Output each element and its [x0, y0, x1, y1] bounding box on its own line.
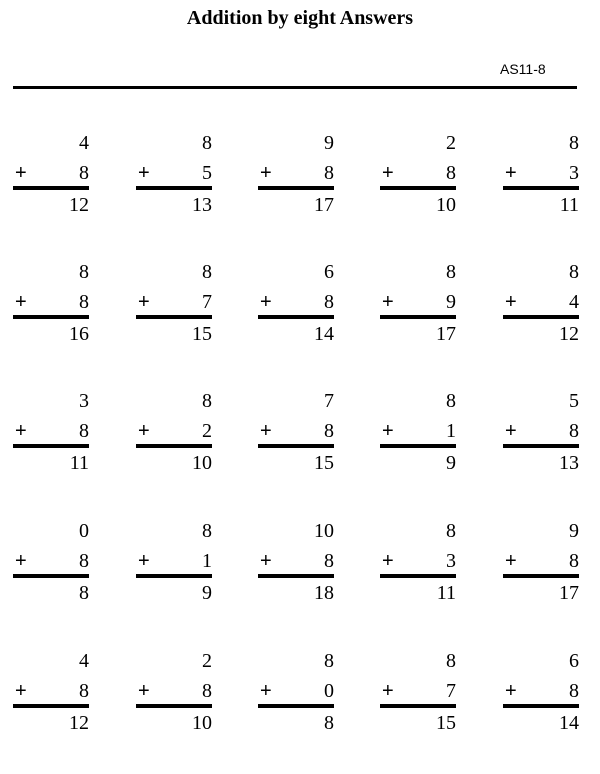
bottom-addend: 3 — [446, 550, 456, 572]
answer: 11 — [436, 582, 456, 604]
bottom-addend: 5 — [202, 162, 212, 184]
addition-problem — [258, 388, 334, 484]
answer: 18 — [314, 582, 334, 604]
top-addend: 9 — [569, 520, 579, 542]
addition-problem — [13, 388, 89, 484]
sum-line — [136, 704, 212, 708]
top-addend: 8 — [202, 132, 212, 154]
addition-problem — [380, 388, 456, 484]
bottom-addend: 2 — [202, 420, 212, 442]
sum-line — [258, 574, 334, 578]
plus-sign: + — [138, 162, 150, 184]
addition-problem — [503, 518, 579, 614]
bottom-addend: 4 — [569, 291, 579, 313]
top-addend: 8 — [202, 261, 212, 283]
sum-line — [258, 186, 334, 190]
answer: 15 — [314, 452, 334, 474]
sum-line — [13, 444, 89, 448]
sum-line — [136, 444, 212, 448]
answer: 13 — [559, 452, 579, 474]
plus-sign: + — [138, 680, 150, 702]
plus-sign: + — [260, 680, 272, 702]
top-addend: 8 — [446, 650, 456, 672]
bottom-addend: 8 — [79, 291, 89, 313]
addition-problem — [258, 259, 334, 355]
addition-problem — [136, 518, 212, 614]
bottom-addend: 7 — [446, 680, 456, 702]
addition-problem — [136, 259, 212, 355]
addition-problem — [13, 130, 89, 226]
sum-line — [258, 704, 334, 708]
addition-problem — [258, 648, 334, 744]
top-addend: 4 — [79, 132, 89, 154]
answer: 8 — [79, 582, 89, 604]
top-addend: 10 — [314, 520, 334, 542]
plus-sign: + — [15, 291, 27, 313]
plus-sign: + — [15, 680, 27, 702]
worksheet-code: AS11-8 — [500, 61, 546, 77]
addition-problem — [258, 130, 334, 226]
header-divider — [13, 86, 577, 89]
addition-problem — [380, 130, 456, 226]
top-addend: 2 — [446, 132, 456, 154]
addition-problem — [503, 259, 579, 355]
answer: 11 — [69, 452, 89, 474]
sum-line — [13, 574, 89, 578]
sum-line — [503, 186, 579, 190]
bottom-addend: 8 — [324, 162, 334, 184]
bottom-addend: 8 — [569, 550, 579, 572]
top-addend: 7 — [324, 390, 334, 412]
bottom-addend: 8 — [446, 162, 456, 184]
answer: 17 — [314, 194, 334, 216]
plus-sign: + — [260, 550, 272, 572]
page-title: Addition by eight Answers — [186, 7, 414, 29]
answer: 15 — [436, 712, 456, 734]
answer: 14 — [314, 323, 334, 345]
addition-problem — [136, 648, 212, 744]
sum-line — [136, 186, 212, 190]
answer: 13 — [192, 194, 212, 216]
top-addend: 8 — [569, 132, 579, 154]
answer: 10 — [192, 452, 212, 474]
bottom-addend: 8 — [324, 420, 334, 442]
plus-sign: + — [505, 680, 517, 702]
bottom-addend: 8 — [79, 420, 89, 442]
bottom-addend: 8 — [79, 680, 89, 702]
sum-line — [380, 444, 456, 448]
top-addend: 9 — [324, 132, 334, 154]
top-addend: 0 — [79, 520, 89, 542]
top-addend: 8 — [446, 520, 456, 542]
sum-line — [503, 444, 579, 448]
sum-line — [136, 315, 212, 319]
bottom-addend: 8 — [324, 291, 334, 313]
addition-problem — [503, 648, 579, 744]
top-addend: 8 — [202, 390, 212, 412]
top-addend: 5 — [569, 390, 579, 412]
sum-line — [258, 315, 334, 319]
plus-sign: + — [505, 162, 517, 184]
plus-sign: + — [505, 291, 517, 313]
bottom-addend: 8 — [202, 680, 212, 702]
answer: 16 — [69, 323, 89, 345]
plus-sign: + — [138, 420, 150, 442]
answer: 9 — [202, 582, 212, 604]
plus-sign: + — [260, 420, 272, 442]
answer: 11 — [559, 194, 579, 216]
sum-line — [13, 186, 89, 190]
top-addend: 6 — [569, 650, 579, 672]
sum-line — [503, 315, 579, 319]
plus-sign: + — [382, 550, 394, 572]
answer: 12 — [69, 194, 89, 216]
addition-problem — [503, 388, 579, 484]
answer: 10 — [436, 194, 456, 216]
sum-line — [380, 186, 456, 190]
plus-sign: + — [260, 291, 272, 313]
bottom-addend: 7 — [202, 291, 212, 313]
addition-problem — [13, 648, 89, 744]
top-addend: 8 — [202, 520, 212, 542]
addition-problem — [136, 130, 212, 226]
top-addend: 8 — [324, 650, 334, 672]
sum-line — [380, 315, 456, 319]
sum-line — [380, 574, 456, 578]
answer: 12 — [69, 712, 89, 734]
answer: 12 — [559, 323, 579, 345]
addition-problem — [380, 259, 456, 355]
top-addend: 3 — [79, 390, 89, 412]
top-addend: 2 — [202, 650, 212, 672]
sum-line — [503, 704, 579, 708]
addition-problem — [258, 518, 334, 614]
answer: 14 — [559, 712, 579, 734]
plus-sign: + — [15, 420, 27, 442]
sum-line — [13, 315, 89, 319]
answer: 15 — [192, 323, 212, 345]
answer: 8 — [324, 712, 334, 734]
bottom-addend: 8 — [569, 420, 579, 442]
addition-problem — [503, 130, 579, 226]
answer: 10 — [192, 712, 212, 734]
answer: 9 — [446, 452, 456, 474]
bottom-addend: 1 — [446, 420, 456, 442]
plus-sign: + — [382, 680, 394, 702]
addition-problem — [380, 518, 456, 614]
bottom-addend: 8 — [569, 680, 579, 702]
top-addend: 8 — [79, 261, 89, 283]
bottom-addend: 3 — [569, 162, 579, 184]
plus-sign: + — [505, 420, 517, 442]
answer: 17 — [436, 323, 456, 345]
plus-sign: + — [505, 550, 517, 572]
top-addend: 8 — [569, 261, 579, 283]
plus-sign: + — [138, 550, 150, 572]
sum-line — [136, 574, 212, 578]
sum-line — [503, 574, 579, 578]
bottom-addend: 8 — [79, 162, 89, 184]
bottom-addend: 8 — [324, 550, 334, 572]
top-addend: 8 — [446, 261, 456, 283]
top-addend: 6 — [324, 261, 334, 283]
bottom-addend: 9 — [446, 291, 456, 313]
addition-problem — [13, 518, 89, 614]
bottom-addend: 1 — [202, 550, 212, 572]
answer: 17 — [559, 582, 579, 604]
bottom-addend: 0 — [324, 680, 334, 702]
plus-sign: + — [382, 420, 394, 442]
plus-sign: + — [382, 291, 394, 313]
plus-sign: + — [260, 162, 272, 184]
sum-line — [380, 704, 456, 708]
top-addend: 4 — [79, 650, 89, 672]
sum-line — [13, 704, 89, 708]
plus-sign: + — [138, 291, 150, 313]
plus-sign: + — [15, 550, 27, 572]
sum-line — [258, 444, 334, 448]
top-addend: 8 — [446, 390, 456, 412]
bottom-addend: 8 — [79, 550, 89, 572]
plus-sign: + — [15, 162, 27, 184]
plus-sign: + — [382, 162, 394, 184]
addition-problem — [380, 648, 456, 744]
addition-problem — [13, 259, 89, 355]
addition-problem — [136, 388, 212, 484]
